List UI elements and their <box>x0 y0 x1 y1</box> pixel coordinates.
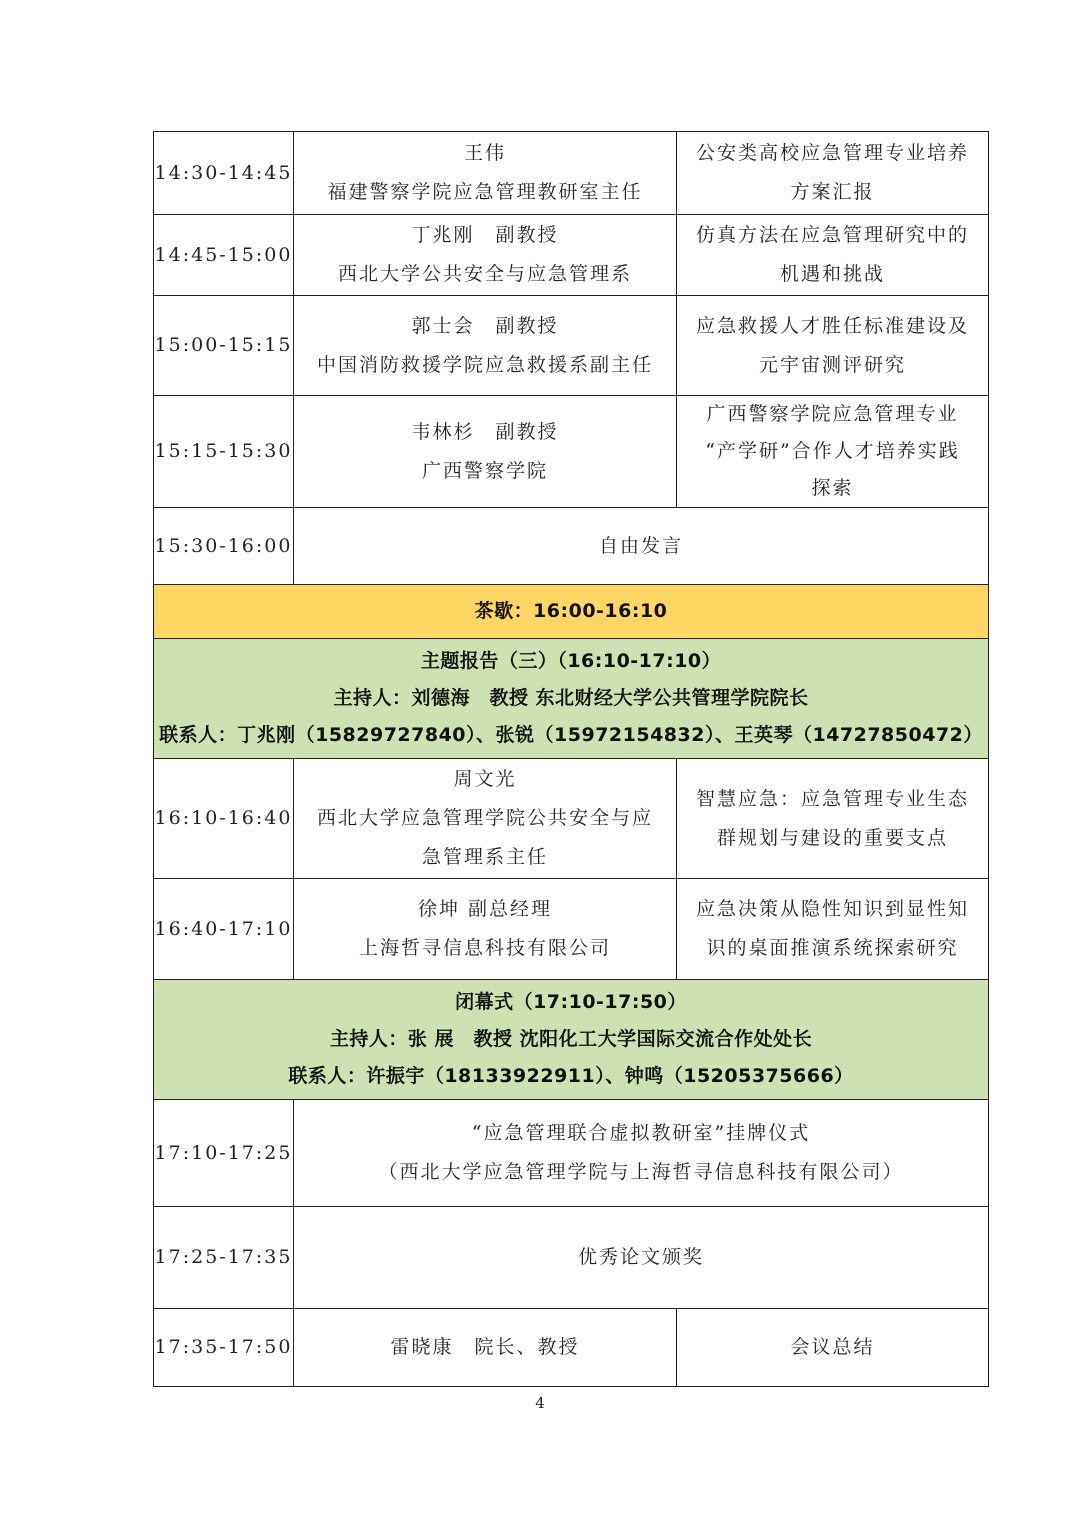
topic-cell <box>677 879 989 980</box>
topic-line: “产学研”合作人才培养实践 <box>705 440 960 462</box>
content-line: “应急管理联合虚拟教研室”挂牌仪式 <box>471 1122 811 1144</box>
speaker-name: 周文光 <box>453 768 517 790</box>
topic-cell <box>677 132 989 215</box>
table-row <box>154 132 989 215</box>
topic-line: 方案汇报 <box>790 181 875 203</box>
time-cell: 14:30-14:45 <box>154 132 294 215</box>
topic-cell <box>677 296 989 396</box>
speaker-cell <box>294 396 677 508</box>
topic-line: 应急决策从隐性知识到显性知 <box>695 898 969 920</box>
time-cell: 15:30-16:00 <box>154 508 294 585</box>
time-cell: 14:45-15:00 <box>154 215 294 296</box>
topic-line: 群规划与建设的重要支点 <box>716 826 948 849</box>
speaker-cell <box>294 215 677 296</box>
topic-cell: 会议总结 <box>677 1309 989 1387</box>
time-cell: 15:00-15:15 <box>154 296 294 396</box>
table-row <box>154 759 989 879</box>
speaker-affiliation: 福建警察学院应急管理教研室主任 <box>327 181 643 203</box>
time-cell: 16:10-16:40 <box>154 759 294 879</box>
speaker-affiliation: 广西警察学院 <box>421 459 548 482</box>
closing-contacts: 联系人：许振宇（18133922911）、钟鸣（15205375666） <box>288 1065 854 1087</box>
table-row <box>154 1207 989 1309</box>
content-cell <box>294 1100 989 1207</box>
time-cell: 15:15-15:30 <box>154 396 294 508</box>
tea-break-label: 茶歇：16:00-16:10 <box>154 585 989 639</box>
time-cell: 17:25-17:35 <box>154 1207 294 1309</box>
topic-line: 智慧应急：应急管理专业生态 <box>695 787 969 810</box>
table-row <box>154 296 989 396</box>
topic-line: 广西警察学院应急管理专业 <box>706 403 959 425</box>
time-cell: 17:35-17:50 <box>154 1309 294 1387</box>
topic-line: 识的桌面推演系统探索研究 <box>706 937 959 959</box>
speaker-name: 韦林杉 副教授 <box>411 420 559 443</box>
topic-cell <box>677 215 989 296</box>
topic-line: 机遇和挑战 <box>779 263 885 285</box>
speaker-affiliation: 西北大学应急管理学院公共安全与应 <box>316 807 653 829</box>
topic-cell <box>677 759 989 879</box>
table-row <box>154 508 989 585</box>
topic-line: 元宇宙测评研究 <box>758 353 906 376</box>
table-row <box>154 1309 989 1387</box>
speaker-name: 郭士会 副教授 <box>411 314 559 337</box>
speaker-name: 王伟 <box>463 142 506 164</box>
time-cell: 17:10-17:25 <box>154 1100 294 1207</box>
content-cell: 优秀论文颁奖 <box>294 1207 989 1309</box>
speaker-affiliation: 西北大学公共安全与应急管理系 <box>337 263 632 285</box>
topic-line: 仿真方法在应急管理研究中的 <box>695 224 969 246</box>
time-cell: 16:40-17:10 <box>154 879 294 980</box>
speaker-cell: 雷晓康 院长、教授 <box>294 1309 677 1387</box>
page-number: 4 <box>535 1394 545 1412</box>
topic-line: 公安类高校应急管理专业培养 <box>695 142 969 164</box>
closing-host: 主持人：张 展 教授 沈阳化工大学国际交流合作处处长 <box>329 1028 813 1050</box>
table-row <box>154 215 989 296</box>
session-title: 主题报告（三）（16:10-17:10） <box>420 650 722 672</box>
table-row <box>154 1100 989 1207</box>
speaker-name: 丁兆刚 副教授 <box>411 224 559 246</box>
speaker-cell <box>294 132 677 215</box>
session-host: 主持人：刘德海 教授 东北财经大学公共管理学院院长 <box>333 687 809 709</box>
speaker-cell <box>294 879 677 980</box>
session-header-row <box>154 639 989 759</box>
closing-header-row <box>154 980 989 1100</box>
schedule-table <box>153 131 989 1387</box>
speaker-affiliation: 中国消防救援学院应急救援系副主任 <box>316 353 653 376</box>
table-row <box>154 879 989 980</box>
closing-title: 闭幕式（17:10-17:50） <box>455 991 687 1013</box>
speaker-affiliation: 急管理系主任 <box>421 846 548 868</box>
closing-header <box>154 980 989 1100</box>
content-line: （西北大学应急管理学院与上海哲寻信息科技有限公司） <box>378 1161 904 1183</box>
speaker-cell <box>294 296 677 396</box>
session-header <box>154 639 989 759</box>
session-contacts: 联系人：丁兆刚（15829727840）、张锐（15972154832）、王英琴（14727850472） <box>159 724 983 746</box>
table-row <box>154 396 989 508</box>
speaker-cell <box>294 759 677 879</box>
topic-line: 应急救援人才胜任标准建设及 <box>695 314 969 337</box>
speaker-name: 徐坤 副总经理 <box>417 898 553 920</box>
topic-cell <box>677 396 989 508</box>
speaker-affiliation: 上海哲寻信息科技有限公司 <box>358 937 611 959</box>
content-cell: 自由发言 <box>294 508 989 585</box>
topic-line: 探索 <box>811 477 854 499</box>
tea-break-row <box>154 585 989 639</box>
